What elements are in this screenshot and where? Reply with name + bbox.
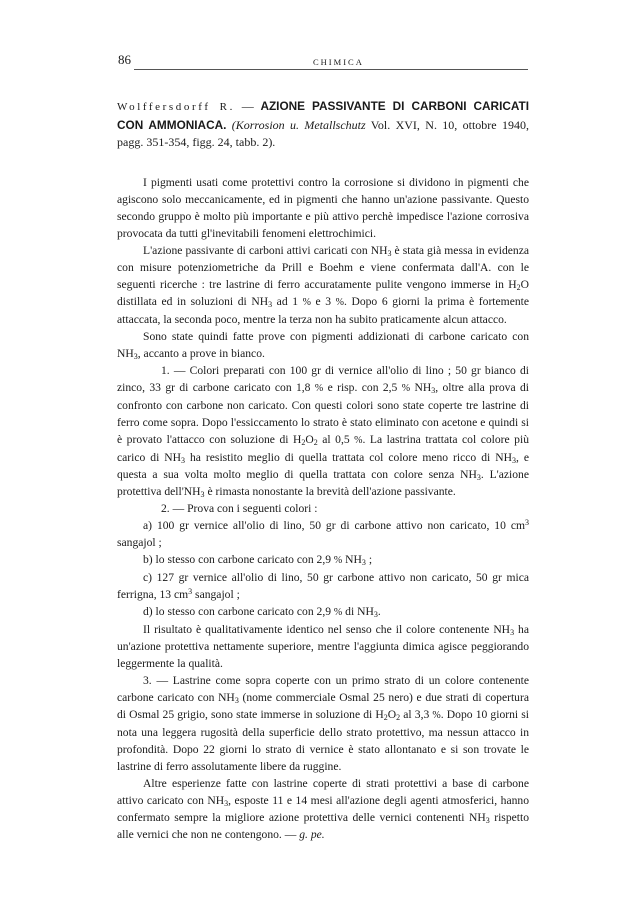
journal-name: (Korrosion u. Metallschutz [231,117,366,132]
article-body [117,98,529,843]
paragraph-1: I pigmenti usati come protettivi contro la corrosione si dividono in pigmenti che agiscono solo meccanicamente, ed in pigmenti che hanno un'azione passivante. Questo secondo gruppo è molto più importante e più attivo perchè impedisce l'azione corrosiva provocata da tutti gl'inevitabili fenomeni elettrochimici. [117,175,529,240]
item-d: d) lo stesso con carbone caricato con 2,9 % di $NH_3$. [143,604,381,619]
paragraph-4: 1. — Colori preparati con 100 gr di vernice all'olio di lino ; 50 gr bianco di zinco, 33 gr di carbone caricato con 1,8 % e risp. con 2,5 % $NH_3$, oltre alla prova di confronto con carbone non caricato. Con questi colori sono state coperte tre lastrine di ferro come sopra. Dopo l'essiccamento lo strato è stato eliminato con acetone e quindi si è provato l'attacco con soluzione di $H_2O_2$ al 0,5 %. La lastrina trattata col colore più carico di $NH_3$ ha resistito meglio di quella trattata col colore meno ricco di $NH_3$, e questa a sua volta molto meglio di quella trattata con colore senza $NH_3$. L'azione protettiva $dell'NH_3$ è rimasta nonostante la brevità dell'azione passivante. [117,363,529,499]
citation: Vol. XVI, N. 10, ottobre 1940, pagg. 351-354, figg. 24, tabb. 2). [117,117,529,149]
header-rule [134,69,528,70]
item-c: c) 127 gr vernice all'olio di lino, 50 gr carbone attivo non caricato, 50 gr mica ferrigna, 13 $cm^3$ sangajol ; [117,570,529,601]
paragraph-5: 2. — Prova con i seguenti colori : [161,501,318,515]
paragraph-7: 3. — Lastrine come sopra coperte con un primo strato di un colore contenente carbone caricato con $NH_3$ (nome commerciale Osmal 25 nero) e due strati di copertura di Osmal 25 grigio, sono state immerse in soluzione di $H_2O_2$ al 3,3 %. Dopo 10 giorni si nota una leggera rugosità della superficie dello strato protettivo, ma nessun attacco in profondità. Dopo 22 giorni lo strato di vernice è stato allontanato e si son trovate le lastrine di ferro assolutamente libere da ruggine. [117,673,529,773]
item-b: b) lo stesso con carbone caricato con 2,9 % $NH_3$ ; [143,552,373,567]
running-head: CHIMICA [313,57,364,67]
paragraph-2: L'azione passivante di carboni attivi caricati con $NH_3$ è stata già messa in evidenza con misure potenziometriche da Prill e Boehm e viene confermata dall'A. con le seguenti ricerche : tre lastrine di ferro accuratamente pulite vengono immerse in $H_2O$ distillata ed in soluzioni di $NH_3$ ad 1 % e 3 %. Dopo 6 giorni la prima è fortemente attaccata, la seconda poco, mentre la terza non ha subito praticamente alcun attacco. [117,243,530,326]
item-a: a) 100 gr vernice all'olio di lino, 50 gr di carbone attivo non caricato, 10 $cm^3$ sangajol ; [117,517,529,549]
paragraph-8: Altre esperienze fatte con lastrine coperte di strati protettivi a base di carbone attivo caricato con $NH_3$, esposte 11 e 14 mesi all'azione degli agenti atmosferici, hanno confermato sempre la migliore azione protettiva delle vernici contenenti $NH_3$ rispetto alle vernici che non ne contengono. — g. pe. [117,776,529,841]
paragraph-3: Sono state quindi fatte prove con pigmenti addizionati di carbone caricato con $NH_3$, accanto a prove in bianco. [117,329,529,361]
author: Wolffersdorff R. [117,101,235,113]
paragraph-6: Il risultato è qualitativamente identico nel senso che il colore contenente $NH_3$ ha un'azione protettiva nettamente superiore, mentre l'aggiunta dimica agisce peggiorando leggermente la qualità. [117,622,529,670]
page-number: 86 [118,52,131,67]
page-header [118,52,528,74]
signature: g. pe. [299,827,325,841]
bibliographic-entry [117,98,529,152]
dash: — [234,99,261,113]
article-title: AZIONE PASSIVANTE DI CARBONI CARICATI CON AMMONIACA. [117,99,529,132]
